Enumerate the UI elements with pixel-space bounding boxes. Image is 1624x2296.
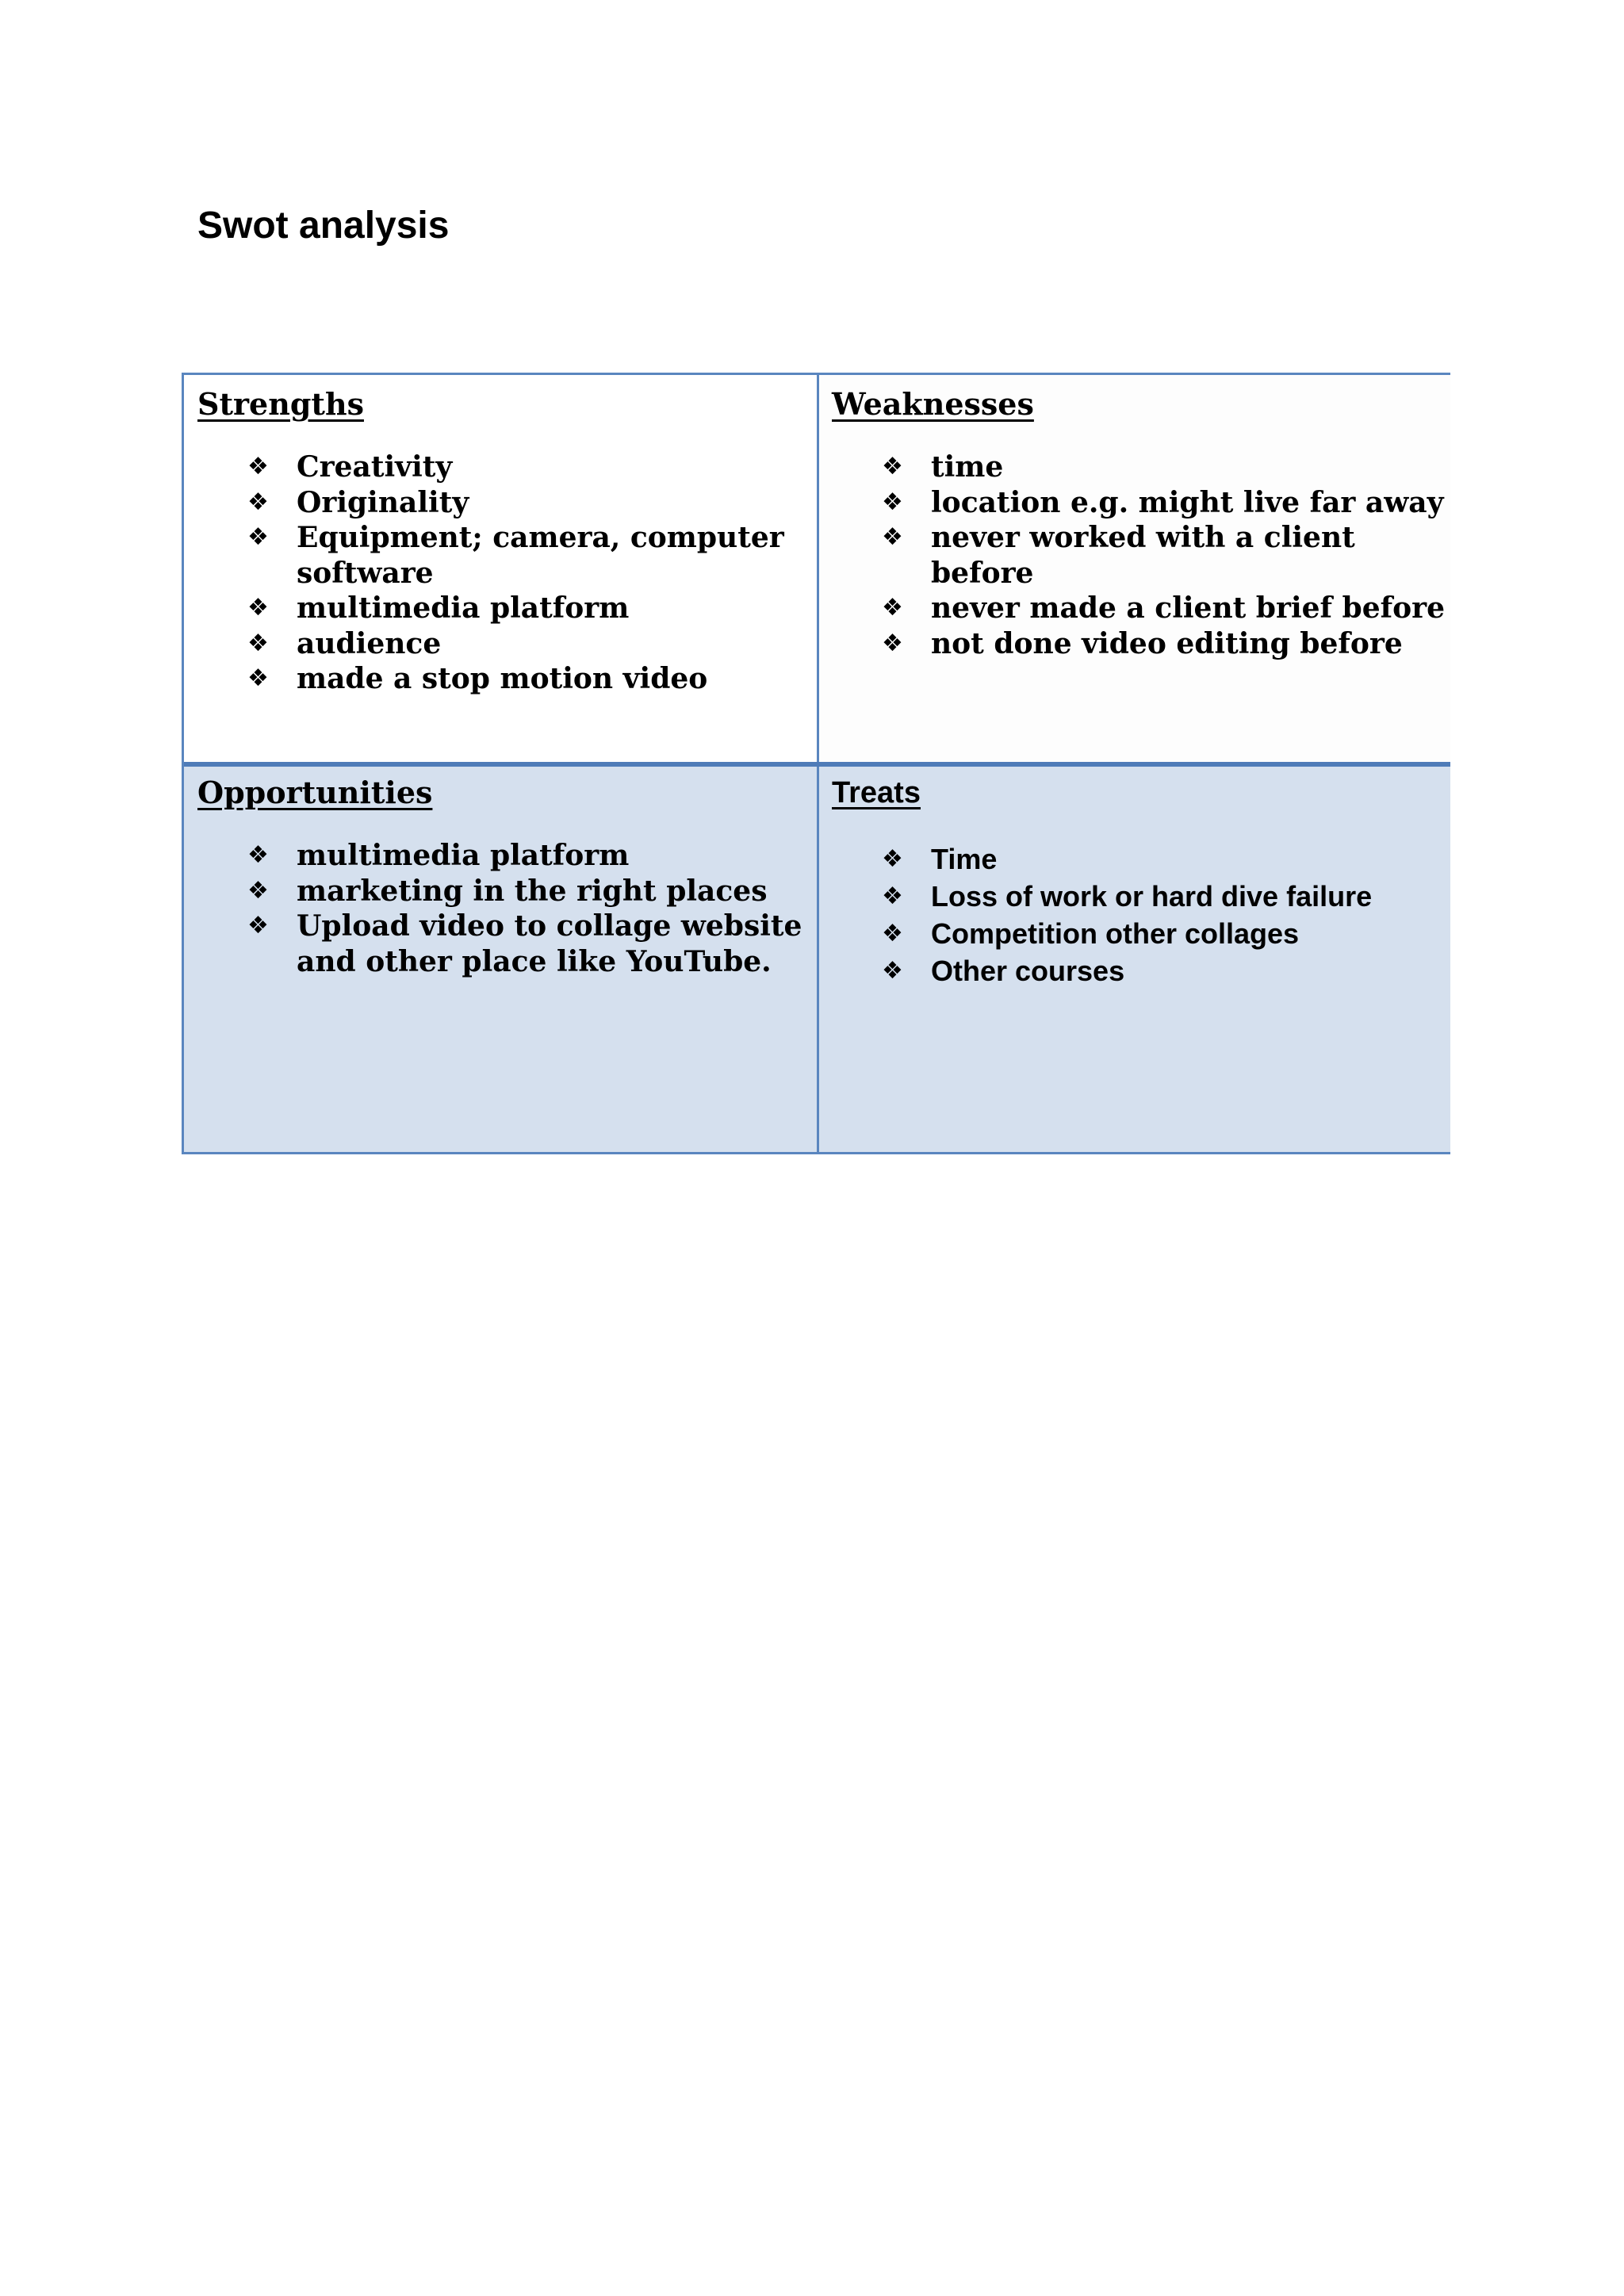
opportunities-heading: Opportunities — [197, 775, 433, 810]
swot-table — [182, 373, 1450, 1154]
list-item-text: never made a client brief before — [931, 591, 1445, 625]
four-diamond-bullet-icon: ❖ — [882, 629, 903, 657]
four-diamond-bullet-icon: ❖ — [882, 957, 903, 985]
list-item-text: marketing in the right places — [297, 874, 768, 908]
list-item — [247, 874, 818, 909]
weaknesses-cell — [818, 375, 1450, 763]
list-item-text: Equipment; camera, computer software — [297, 521, 784, 590]
weaknesses-heading: Weaknesses — [832, 386, 1034, 422]
list-item — [882, 840, 1372, 878]
horizontal-divider — [184, 762, 1450, 767]
list-item — [247, 520, 818, 591]
list-item-text: multimedia platform — [297, 591, 630, 625]
list-item-text: not done video editing before — [931, 626, 1403, 660]
threats-list — [882, 840, 1372, 989]
list-item — [247, 661, 818, 697]
four-diamond-bullet-icon: ❖ — [247, 664, 269, 692]
list-item-text: Competition other collages — [931, 917, 1300, 950]
page-title: Swot analysis — [197, 205, 450, 247]
list-item-text: never worked with a client before — [931, 521, 1355, 590]
list-item-text: made a stop motion video — [297, 662, 708, 695]
four-diamond-bullet-icon: ❖ — [882, 488, 903, 516]
list-item — [882, 591, 1450, 626]
four-diamond-bullet-icon: ❖ — [247, 594, 269, 622]
four-diamond-bullet-icon: ❖ — [882, 523, 903, 551]
threats-cell — [818, 763, 1450, 1152]
list-item — [247, 626, 818, 662]
list-item — [247, 838, 818, 874]
four-diamond-bullet-icon: ❖ — [882, 920, 903, 947]
four-diamond-bullet-icon: ❖ — [247, 523, 269, 551]
list-item-text: Creativity — [297, 450, 453, 484]
list-item — [882, 485, 1450, 521]
opportunities-cell — [184, 763, 818, 1152]
list-item — [882, 520, 1450, 591]
list-item-text: multimedia platform — [297, 839, 630, 872]
four-diamond-bullet-icon: ❖ — [882, 453, 903, 480]
list-item-text: time — [931, 450, 1004, 484]
four-diamond-bullet-icon: ❖ — [247, 488, 269, 516]
list-item-text: audience — [297, 626, 442, 660]
list-item-text: Loss of work or hard dive failure — [931, 880, 1373, 913]
list-item — [247, 909, 818, 979]
list-item — [882, 915, 1372, 952]
list-item — [882, 878, 1372, 915]
strengths-list — [247, 450, 818, 697]
list-item — [882, 952, 1372, 989]
four-diamond-bullet-icon: ❖ — [882, 594, 903, 622]
four-diamond-bullet-icon: ❖ — [247, 841, 269, 869]
four-diamond-bullet-icon: ❖ — [247, 876, 269, 905]
list-item-text: location e.g. might live far away — [931, 485, 1444, 519]
list-item-text: Upload video to collage website and other place like YouTube. — [297, 909, 802, 978]
list-item-text: Time — [931, 843, 998, 875]
list-item — [247, 485, 818, 521]
list-item-text: Other courses — [931, 955, 1125, 987]
weaknesses-list — [882, 450, 1450, 661]
list-item-text: Originality — [297, 485, 469, 519]
four-diamond-bullet-icon: ❖ — [247, 453, 269, 480]
threats-heading: Treats — [832, 776, 921, 809]
four-diamond-bullet-icon: ❖ — [247, 629, 269, 657]
list-item — [882, 450, 1450, 485]
list-item — [247, 591, 818, 626]
opportunities-list — [247, 838, 818, 979]
strengths-heading: Strengths — [197, 386, 364, 422]
strengths-cell — [184, 375, 818, 763]
four-diamond-bullet-icon: ❖ — [247, 912, 269, 939]
four-diamond-bullet-icon: ❖ — [882, 882, 903, 910]
four-diamond-bullet-icon: ❖ — [882, 845, 903, 873]
list-item — [247, 450, 818, 485]
list-item — [882, 626, 1450, 662]
